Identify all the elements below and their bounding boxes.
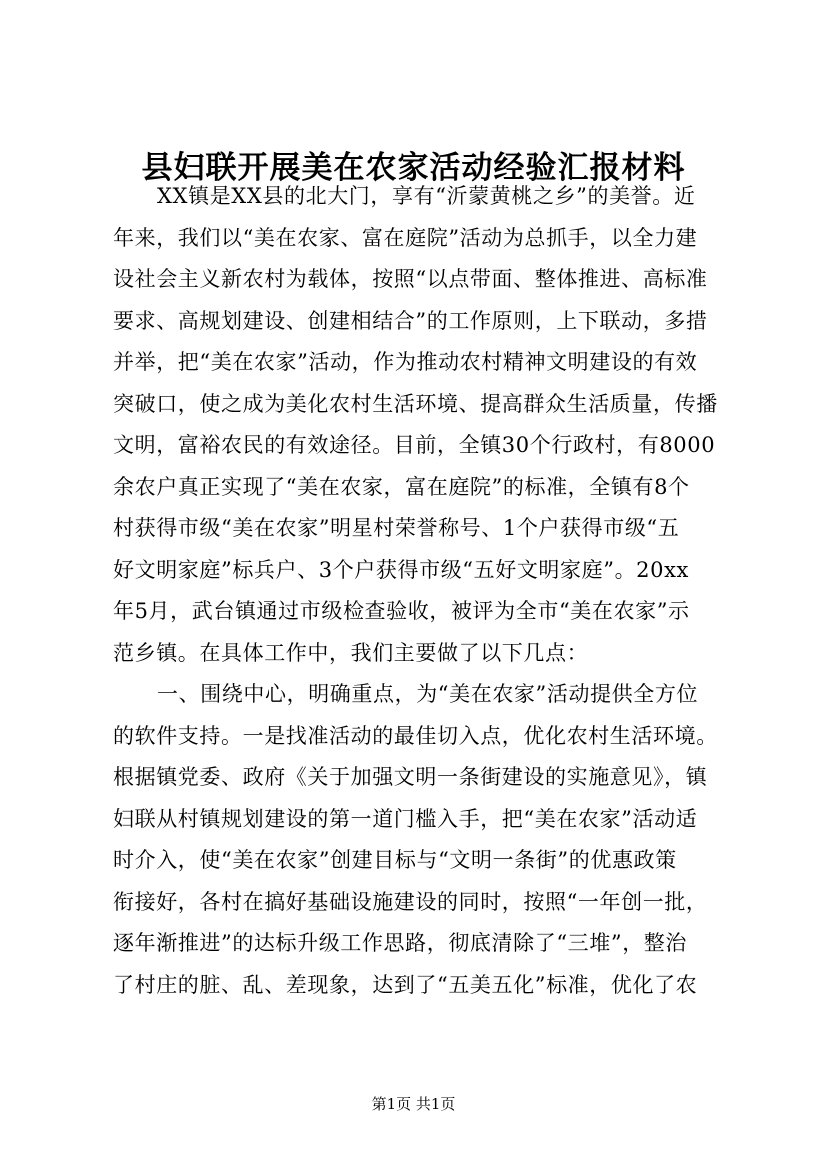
paragraph-1-line-4: 要求、高规划建设、创建相结合”的工作原则，上下联动，多措 [113,308,708,333]
paragraph-1-line-3: 设社会主义新农村为载体，按照“以点带面、整体推进、高标准 [113,267,708,291]
document-title: 县妇联开展美在农家活动经验汇报材料 [141,150,686,186]
paragraph-1-line-5: 并举，把“美在农家”活动，作为推动农村精神文明建设的有效 [113,350,698,374]
paragraph-1-line-7: 文明，富裕农民的有效途径。目前，全镇30个行政村，有8000 [113,433,716,457]
paragraph-2-line-1: 一、围绕中心，明确重点，为“美在农家”活动提供全方位 [157,682,699,706]
paragraph-2-line-6: 衔接好，各村在搞好基础设施建设的同时，按照“一年创一批， [113,889,708,914]
paragraph-1-line-8: 余农户真正实现了“美在农家，富在庭院”的标准，全镇有8个 [113,474,690,499]
paragraph-1-line-12: 范乡镇。在具体工作中，我们主要做了以下几点： [113,640,589,665]
paragraph-1-line-9: 村获得市级“美在农家”明星村荣誉称号、1个户获得市级“五 [113,516,680,540]
paragraph-1-line-10: 好文明家庭”标兵户、3个户获得市级“五好文明家庭”。20xx [113,557,689,582]
paragraph-2-line-2: 的软件支持。一是找准活动的最佳切入点，优化农村生活环境。 [113,723,718,748]
paragraph-1-line-2: 年来，我们以“美在农家、富在庭院”活动为总抓手，以全力建 [113,225,698,250]
paragraph-2-line-3: 根据镇党委、政府《关于加强文明一条街建设的实施意见》，镇 [113,765,708,789]
page-footer: 第1页 共1页 [371,1095,456,1113]
paragraph-1-line-11: 年5月，武台镇通过市级检查验收，被评为全市“美在农家”示 [113,599,690,623]
paragraph-2-line-4: 妇联从村镇规划建设的第一道门槛入手，把“美在农家”活动适 [113,806,698,831]
paragraph-2-line-5: 时介入，使“美在农家”创建目标与“文明一条街”的优惠政策 [113,848,677,872]
paragraph-2-line-8: 了村庄的脏、乱、差现象，达到了“五美五化”标准，优化了农 [113,972,698,997]
paragraph-1-line-1: XX镇是XX县的北大门，享有“沂蒙黄桃之乡”的美誉。近 [157,184,696,208]
paragraph-2-line-7: 逐年渐推进”的达标升级工作思路，彻底清除了“三堆”，整治 [113,931,688,955]
document-body [113,176,718,1006]
paragraph-1-line-6: 突破口，使之成为美化农村生活环境、提高群众生活质量，传播 [113,391,718,416]
